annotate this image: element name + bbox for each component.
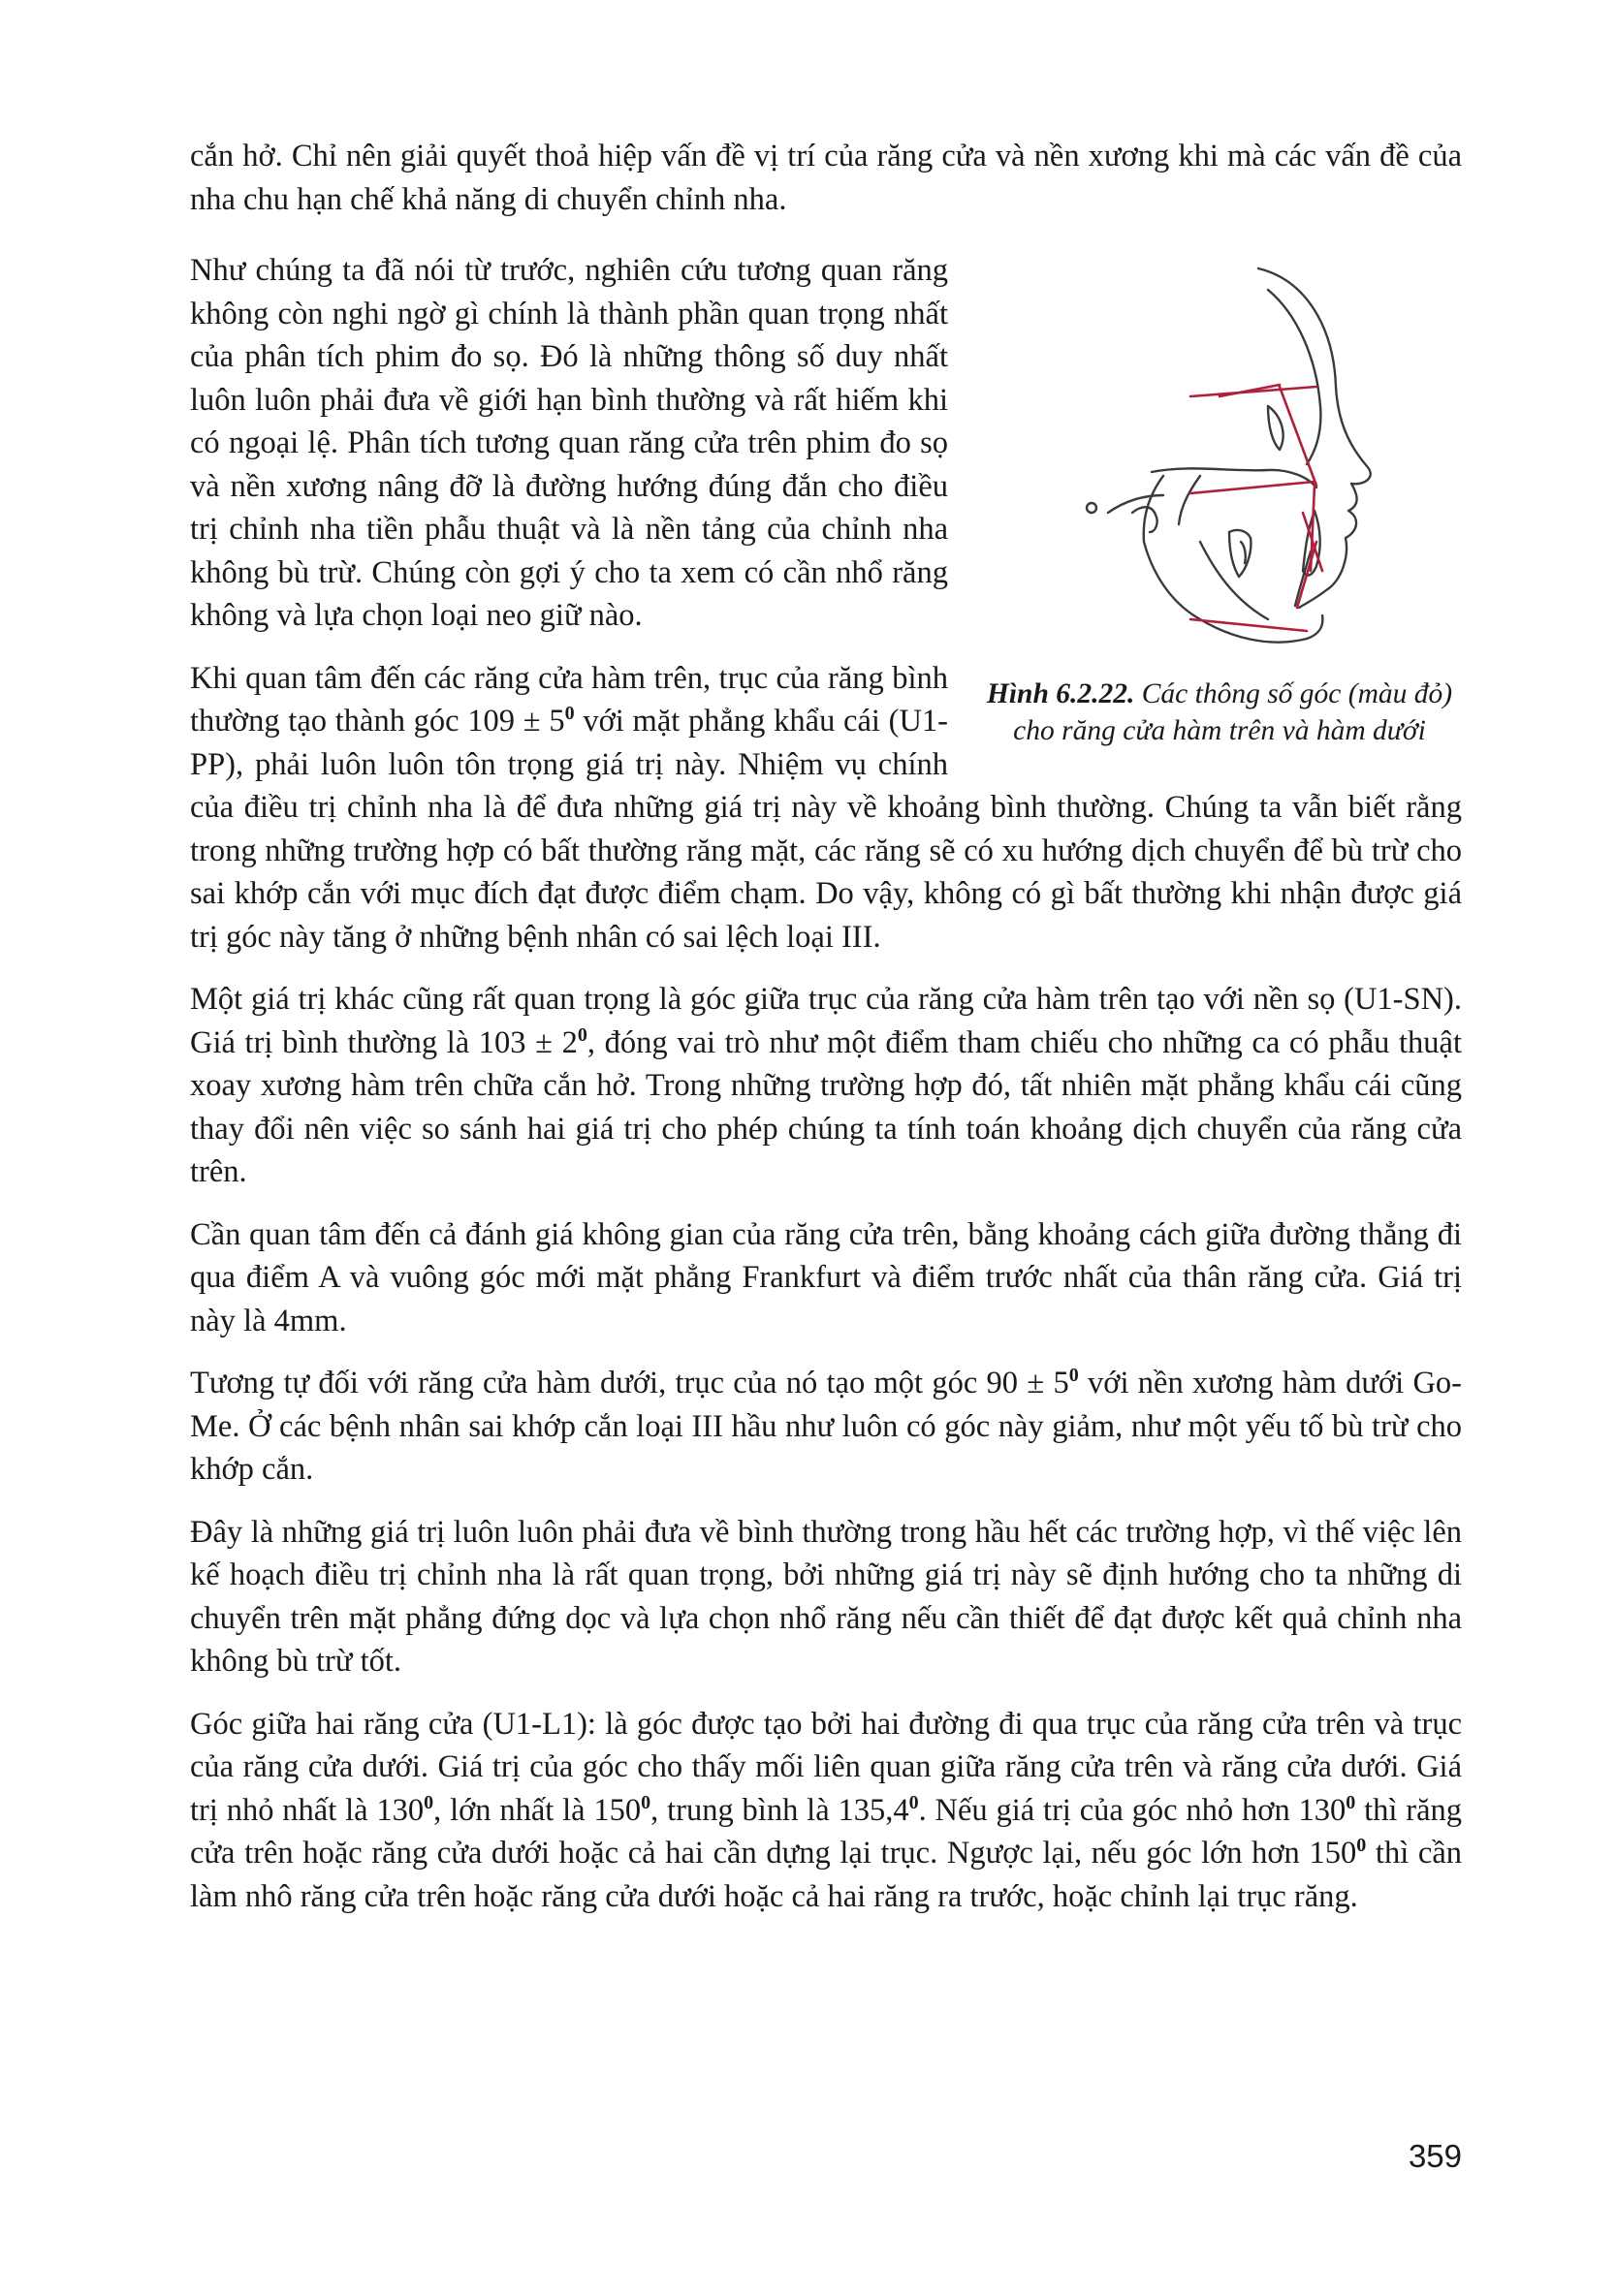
figure-caption: [977, 676, 1462, 749]
degree-sup: 0: [564, 703, 575, 725]
degree-sup: 0: [641, 1791, 651, 1813]
paragraph-3: [190, 978, 1462, 1194]
degree-sup: 0: [1068, 1365, 1079, 1387]
paragraph-4: Cần quan tâm đến cả đánh giá không gian của răng cửa trên, bằng khoảng cách giữa đường thẳng đi qua điểm A và vuông góc mới mặt phẳng Frankfurt và điểm trước nhất của thân răng cửa. Giá trị này là 4mm.: [190, 1216, 1462, 1338]
content-flow: [190, 249, 1462, 1937]
paragraph-1: Như chúng ta đã nói từ trước, nghiên cứu tương quan răng không còn nghi ngờ gì chính là thành phần quan trọng nhất của phân tích phim đo sọ. Đó là những thông số duy nhất luôn luôn phải đưa về giới hạn bình thường và rất hiếm khi có ngoại lệ. Phân tích tương quan răng cửa trên phim đo sọ và nền xương nâng đỡ là đường hướng đúng đắn cho điều trị chỉnh nha tiền phẫu thuật và là nền tảng của chỉnh nha không bù trừ. Chúng còn gợi ý cho ta xem có cần nhổ răng không và lựa chọn loại neo giữ nào.: [190, 253, 948, 633]
paragraph-7-part-b: , lớn nhất là 150: [433, 1792, 642, 1828]
caption-text: Các thông số góc (màu đỏ) cho răng cửa hàm trên và hàm dưới: [1013, 678, 1453, 746]
page: [190, 0, 1462, 2296]
paragraph-6: Đây là những giá trị luôn luôn phải đưa về bình thường trong hầu hết các trường hợp, vì thế việc lên kế hoạch điều trị chỉnh nha là rất quan trọng, bởi những giá trị này sẽ định hướng cho ta những di chuyển trên mặt phẳng đứng dọc và lựa chọn nhổ răng nếu cần thiết để đạt được kết quả chỉnh nha không bù trừ tốt.: [190, 1514, 1462, 1679]
paragraph-7-part-c: , trung bình là 135,4: [650, 1792, 909, 1828]
degree-sup: 0: [577, 1023, 587, 1046]
paragraph-3-part-a: Một giá trị khác cũng rất quan trọng là góc giữa trục của răng cửa hàm trên tạo với nền sọ (U1-SN). Giá trị bình thường là 103 ± 2: [190, 982, 1462, 1060]
paragraph-7-part-d: . Nếu giá trị của góc nhỏ hơn 130: [918, 1792, 1347, 1828]
degree-sup: 0: [908, 1791, 919, 1813]
page-number: 359: [1408, 2138, 1462, 2174]
paragraph-2-part-a: Khi quan tâm đến các răng cửa hàm trên, trục của răng bình thường tạo thành góc 109 ± 5: [190, 660, 948, 739]
paragraph-3-part-b: , đóng vai trò như một điểm tham chiếu cho những ca có phẫu thuật xoay xương hàm trên chữa cắn hở. Trong những trường hợp đó, tất nhiên mặt phẳng khẩu cái cũng thay đổi nên việc so sánh hai giá trị cho phép chúng ta tính toán khoảng dịch chuyển của răng cửa trên.: [190, 1024, 1462, 1189]
degree-sup: 0: [424, 1791, 434, 1813]
paragraph-7: [190, 1703, 1462, 1919]
paragraph-5: [190, 1362, 1462, 1492]
degree-sup: 0: [1346, 1791, 1356, 1813]
paragraph-intro: cắn hở. Chỉ nên giải quyết thoả hiệp vấn đề vị trí của răng cửa và nền xương khi mà các vấn đề của nha chu hạn chế khả năng di chuyển chỉnh nha.: [190, 139, 1462, 217]
paragraph-5-part-a: Tương tự đối với răng cửa hàm dưới, trục của nó tạo một góc 90 ± 5: [190, 1366, 1069, 1400]
cephalometric-tracing-image: [1074, 251, 1404, 658]
paragraph-7-part-e: thì răng cửa trên hoặc răng cửa dưới hoặc cả hai cần dựng lại trục. Ngược lại, nếu góc lớn hơn 150: [190, 1792, 1462, 1871]
paragraph-2-part-b: với mặt phẳng khẩu cái (U1-PP), phải luôn luôn tôn trọng giá trị này. Nhiệm vụ chính của điều trị chỉnh nha là để đưa những giá trị này về khoảng bình thường. Chúng ta vẫn biết rằng trong những trường hợp có bất thường răng mặt, các răng sẽ có xu hướng dịch chuyển để bù trừ cho sai khớp cắn với mục đích đạt được điểm chạm. Do vậy, không có gì bất thường khi nhận được giá trị góc này tăng ở những bệnh nhân có sai lệch loại III.: [190, 704, 1462, 955]
degree-sup: 0: [1356, 1835, 1367, 1857]
caption-label: Hình 6.2.22.: [986, 678, 1135, 709]
paragraph-5-part-b: với nền xương hàm dưới Go-Me. Ở các bệnh nhân sai khớp cắn loại III hầu như luôn có góc này giảm, như một yếu tố bù trừ cho khớp cắn.: [190, 1366, 1462, 1487]
paragraph-7-part-a: Góc giữa hai răng cửa (U1-L1): là góc được tạo bởi hai đường đi qua trục của răng cửa trên và trục của răng cửa dưới. Giá trị của góc cho thấy mối liên quan giữa răng cửa trên và răng cửa dưới. Giá trị nhỏ nhất là 130: [190, 1706, 1462, 1828]
figure-6-2-22: [977, 251, 1462, 749]
cephalometric-tracing-svg: [1074, 251, 1404, 658]
paragraph-7-part-f: thì cần làm nhô răng cửa trên hoặc răng cửa dưới hoặc cả hai răng ra trước, hoặc chỉnh lại trục răng.: [190, 1836, 1463, 1914]
